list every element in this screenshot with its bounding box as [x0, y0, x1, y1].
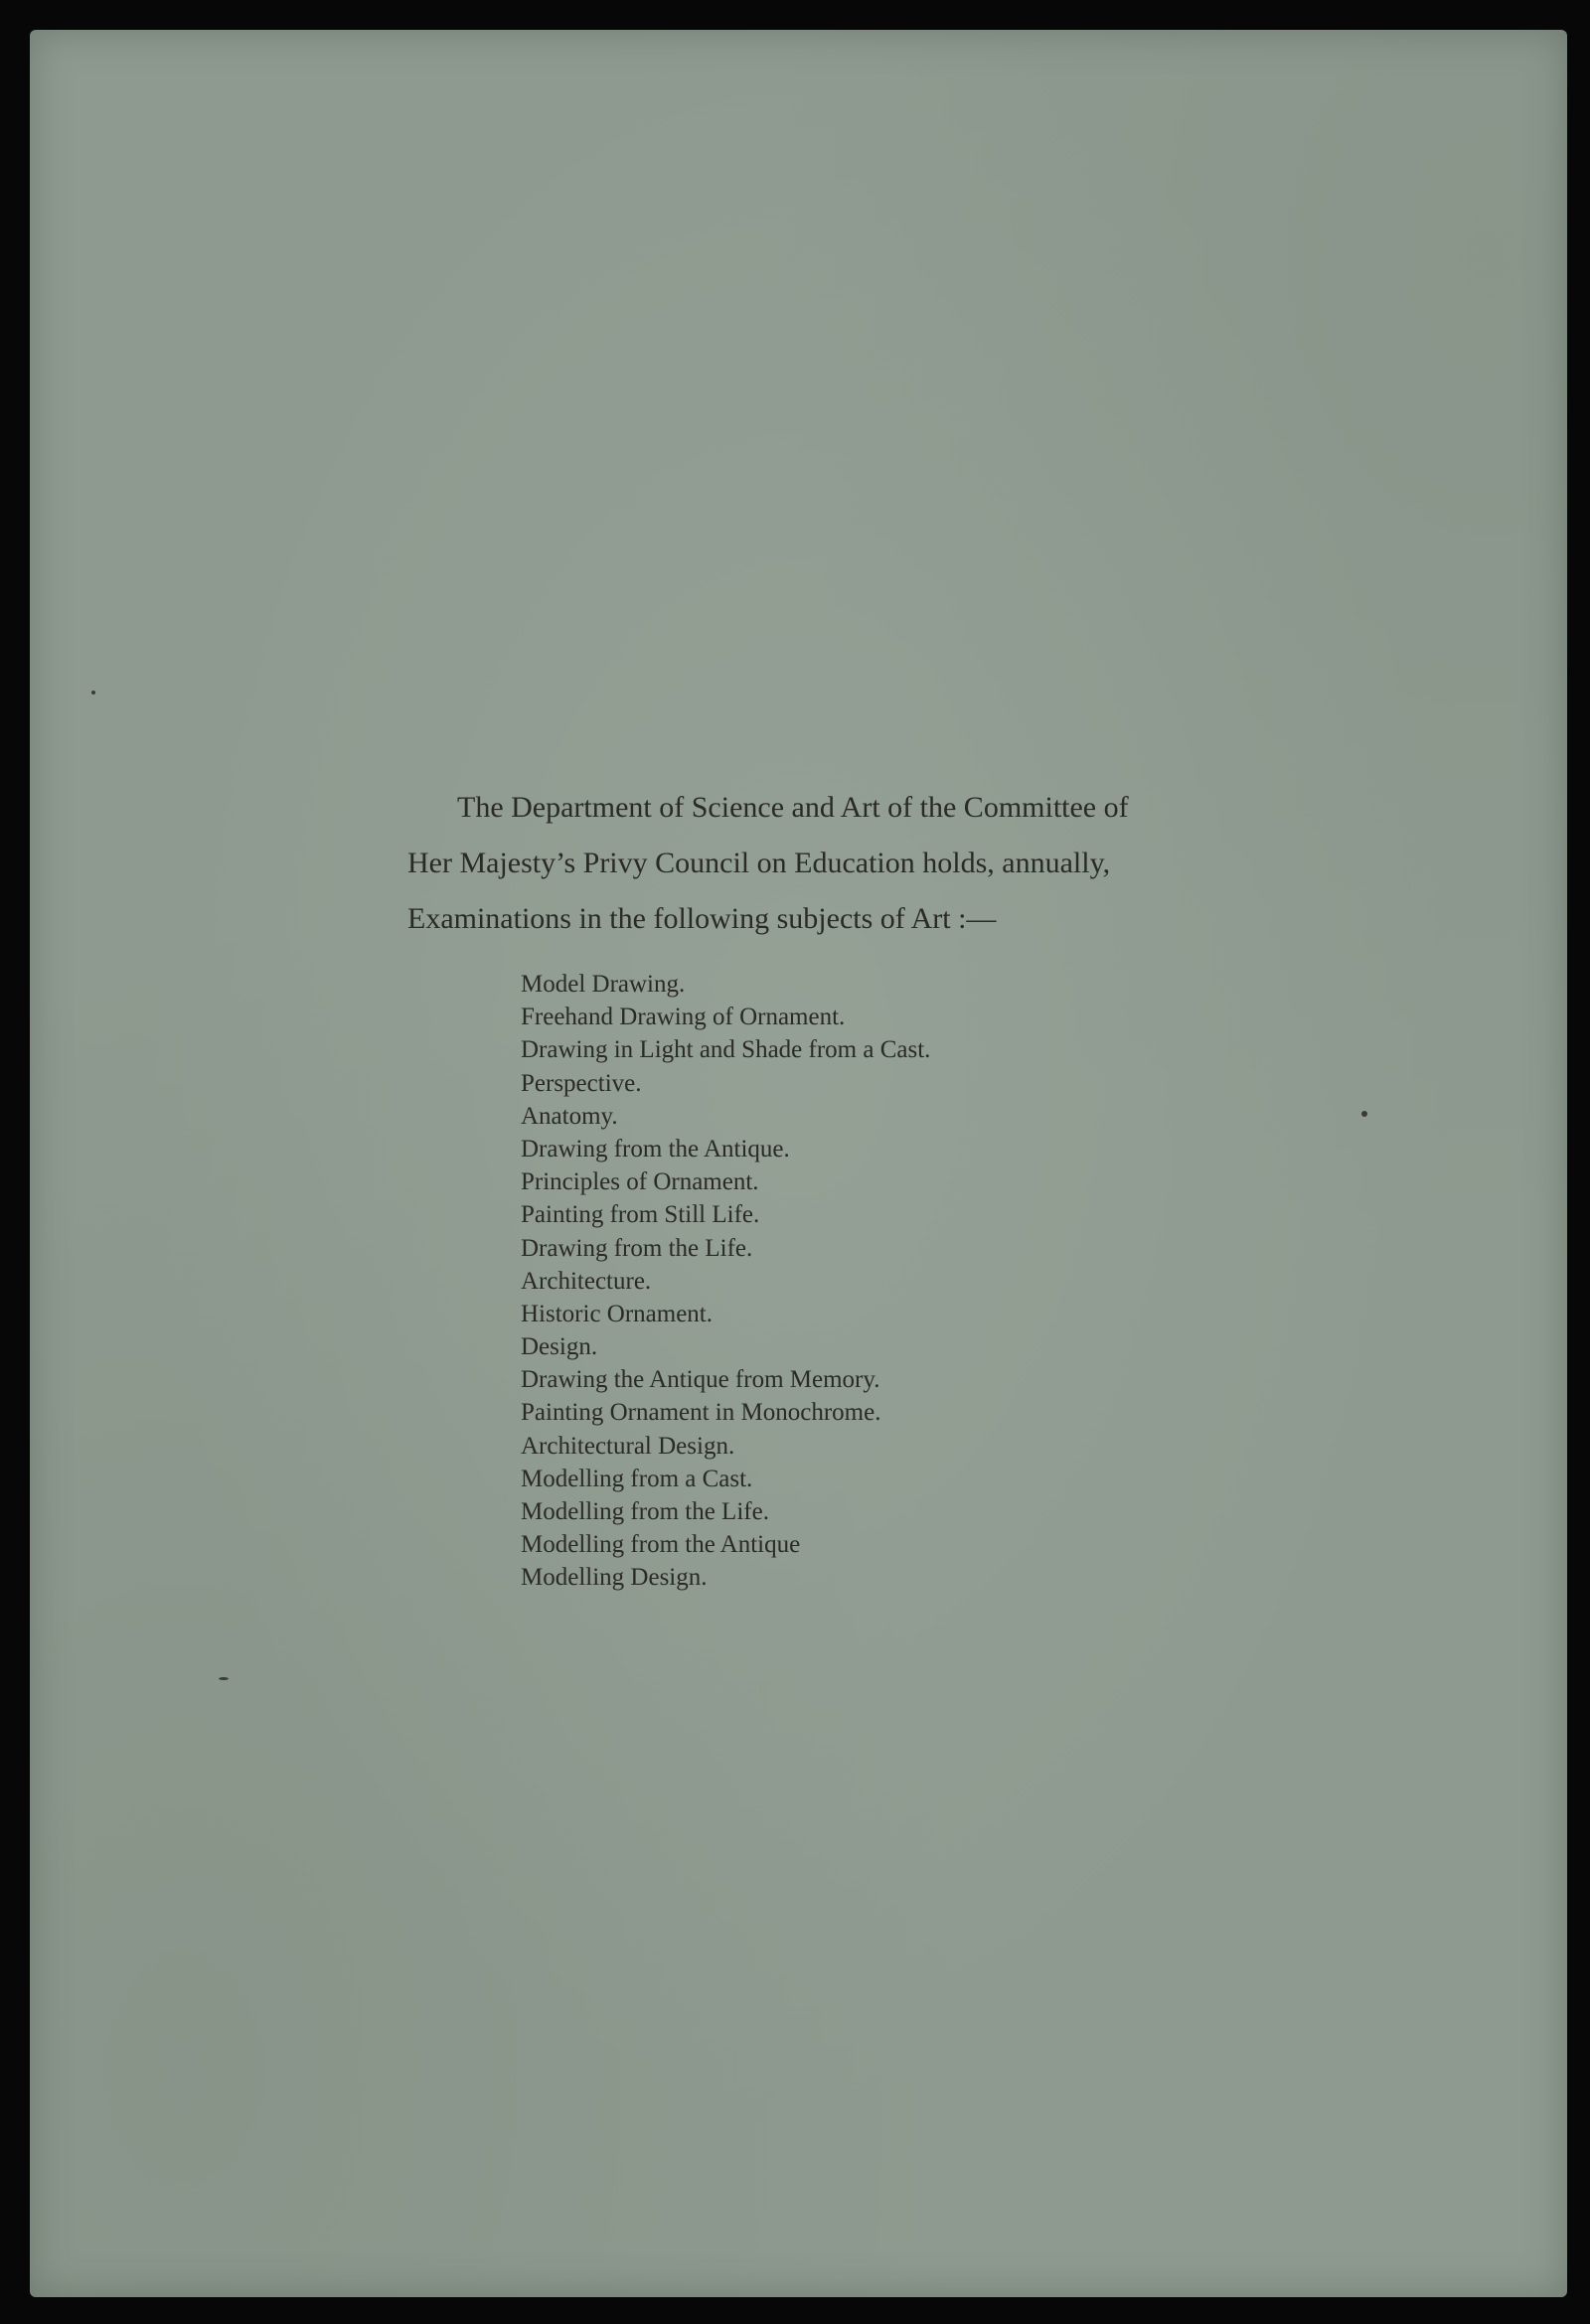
subject-item: Principles of Ornament. — [521, 1168, 759, 1196]
subject-item: Drawing the Antique from Memory. — [521, 1366, 880, 1394]
subject-item: Anatomy. — [521, 1102, 618, 1130]
subject-item: Modelling from a Cast. — [521, 1465, 753, 1492]
intro-line-2: Her Majesty’s Privy Council on Education holds, annually, — [407, 847, 1111, 879]
paper-speck — [219, 1677, 229, 1680]
subjects-list — [521, 968, 930, 1595]
paper-speck — [1361, 1111, 1367, 1117]
subject-item: Architecture. — [521, 1267, 652, 1295]
paper-sheet — [30, 30, 1567, 2297]
subject-item: Model Drawing. — [521, 971, 686, 998]
intro-line-1: The Department of Science and Art of the Committee of — [457, 791, 1129, 824]
subject-item: Modelling Design. — [521, 1564, 708, 1592]
subject-item: Modelling from the Life. — [521, 1498, 769, 1525]
paper-speck — [91, 691, 95, 695]
subject-item: Architectural Design. — [521, 1432, 735, 1460]
intro-line-3: Examinations in the following subjects of Art :— — [407, 902, 997, 935]
subject-item: Drawing from the Antique. — [521, 1135, 790, 1162]
subject-item: Drawing in Light and Shade from a Cast. — [521, 1036, 931, 1064]
intro-paragraph — [407, 780, 1262, 947]
subject-item: Modelling from the Antique — [521, 1531, 801, 1559]
subject-item: Drawing from the Life. — [521, 1234, 753, 1262]
subject-item: Design. — [521, 1333, 598, 1361]
subject-item: Freehand Drawing of Ornament. — [521, 1004, 846, 1031]
subject-item: Painting Ornament in Monochrome. — [521, 1399, 881, 1427]
subject-item: Historic Ornament. — [521, 1300, 714, 1327]
subject-item: Painting from Still Life. — [521, 1201, 760, 1229]
subject-item: Perspective. — [521, 1069, 642, 1097]
